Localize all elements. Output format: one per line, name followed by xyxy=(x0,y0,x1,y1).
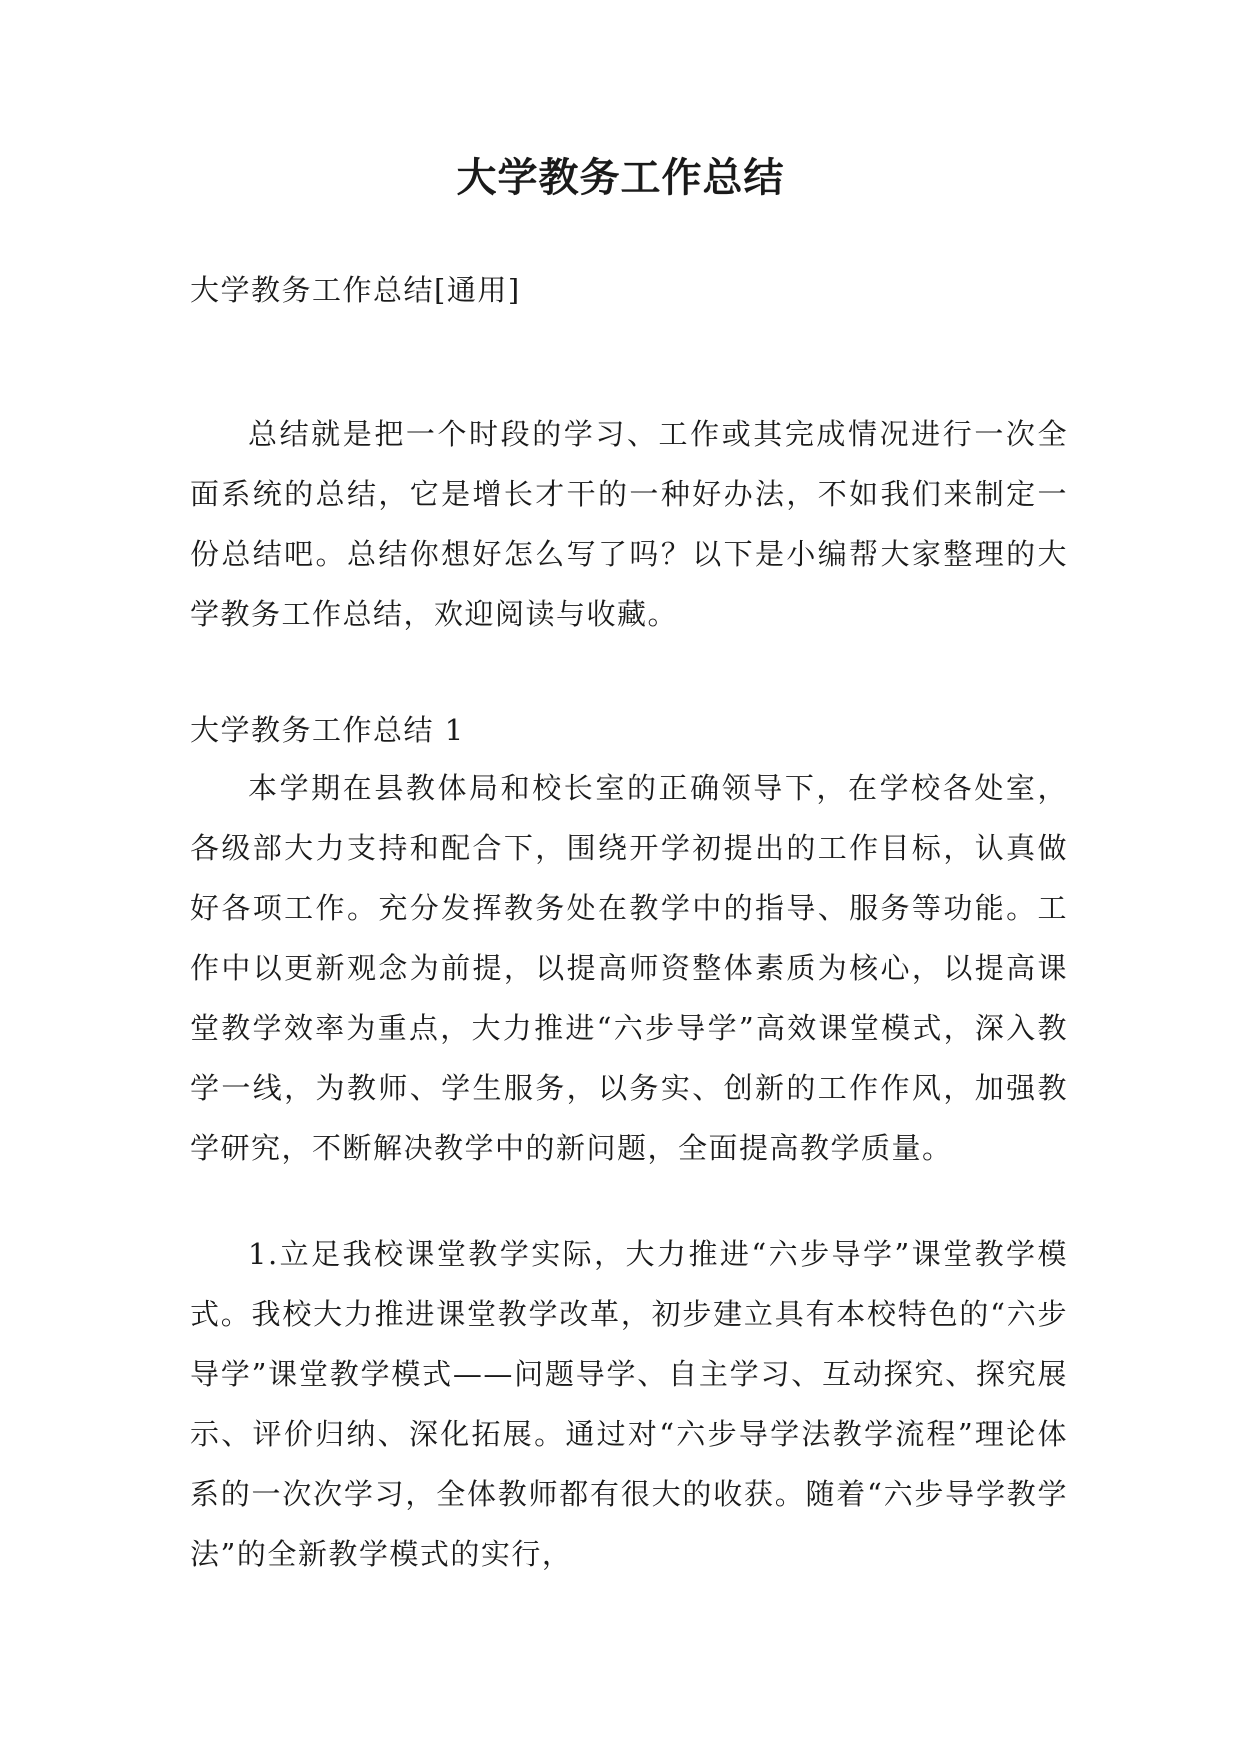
body-paragraph: 本学期在县教体局和校长室的正确领导下，在学校各处室，各级部大力支持和配合下，围绕开学初提出的工作目标，认真做好各项工作。充分发挥教务处在教学中的指导、服务等功能。工作中以更新观念为前提，以提高师资整体素质为核心，以提高课堂教学效率为重点，大力推进“六步导学”高效课堂模式，深入教学一线，为教师、学生服务，以务实、创新的工作作风，加强教学研究，不断解决教学中的新问题，全面提高教学质量。 xyxy=(190,771,1068,1165)
section-heading: 大学教务工作总结 1 xyxy=(190,713,465,747)
document-subtitle: 大学教务工作总结[通用] xyxy=(190,273,521,307)
document-title: 大学教务工作总结 xyxy=(456,154,785,201)
body-paragraph: 1.立足我校课堂教学实际，大力推进“六步导学”课堂教学模式。我校大力推进课堂教学改革，初步建立具有本校特色的“六步导学”课堂教学模式——问题导学、自主学习、互动探究、探究展示、评价归纳、深化拓展。通过对“六步导学法教学流程”理论体系的一次次学习，全体教师都有很大的收获。随着“六步导学教学法”的全新教学模式的实行， xyxy=(190,1237,1068,1571)
intro-paragraph: 总结就是把一个时段的学习、工作或其完成情况进行一次全面系统的总结，它是增长才干的一种好办法，不如我们来制定一份总结吧。总结你想好怎么写了吗？以下是小编帮大家整理的大学教务工作总结，欢迎阅读与收藏。 xyxy=(190,417,1068,631)
